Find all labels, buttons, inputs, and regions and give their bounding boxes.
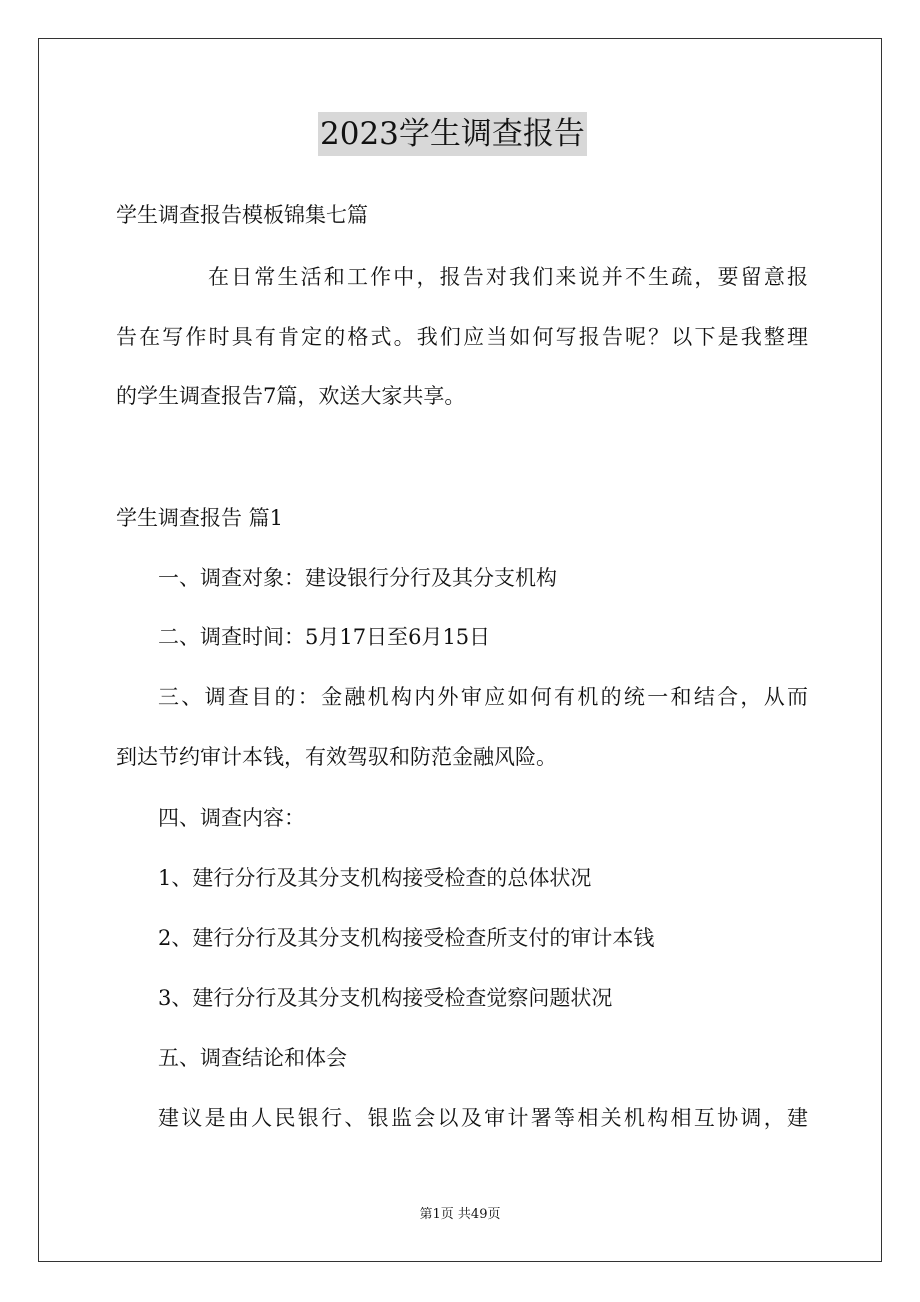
document-title: 2023学生调查报告 — [318, 112, 587, 156]
intro-line-1: 在日常生活和工作中，报告对我们来说并不生疏，要留意报 — [208, 265, 808, 289]
item-conclusion: 五、调查结论和体会 — [158, 1046, 347, 1070]
item-content-3: 3、建行分行及其分支机构接受检查觉察问题状况 — [158, 986, 613, 1010]
item-content-2: 2、建行分行及其分支机构接受检查所支付的审计本钱 — [158, 926, 655, 950]
item-content-1: 1、建行分行及其分支机构接受检查的总体状况 — [158, 866, 592, 890]
intro-line-2: 告在写作时具有肯定的格式。我们应当如何写报告呢？以下是我整理 — [116, 325, 808, 349]
item-suggestion: 建议是由人民银行、银监会以及审计署等相关机构相互协调，建 — [158, 1106, 808, 1130]
intro-line-3: 的学生调查报告7篇，欢送大家共享。 — [116, 384, 466, 408]
item-survey-content: 四、调查内容： — [158, 806, 305, 830]
item-survey-time: 二、调查时间：5月17日至6月15日 — [158, 625, 491, 649]
item-survey-purpose-continued: 到达节约审计本钱，有效驾驭和防范金融风险。 — [116, 745, 557, 769]
section-heading: 学生调查报告 篇1 — [116, 506, 284, 530]
document-subtitle: 学生调查报告模板锦集七篇 — [116, 203, 368, 227]
item-survey-object: 一、调查对象：建设银行分行及其分支机构 — [158, 566, 557, 590]
item-survey-purpose: 三、调查目的：金融机构内外审应如何有机的统一和结合，从而 — [158, 685, 808, 709]
page-footer: 第1页 共49页 — [419, 1207, 501, 1222]
